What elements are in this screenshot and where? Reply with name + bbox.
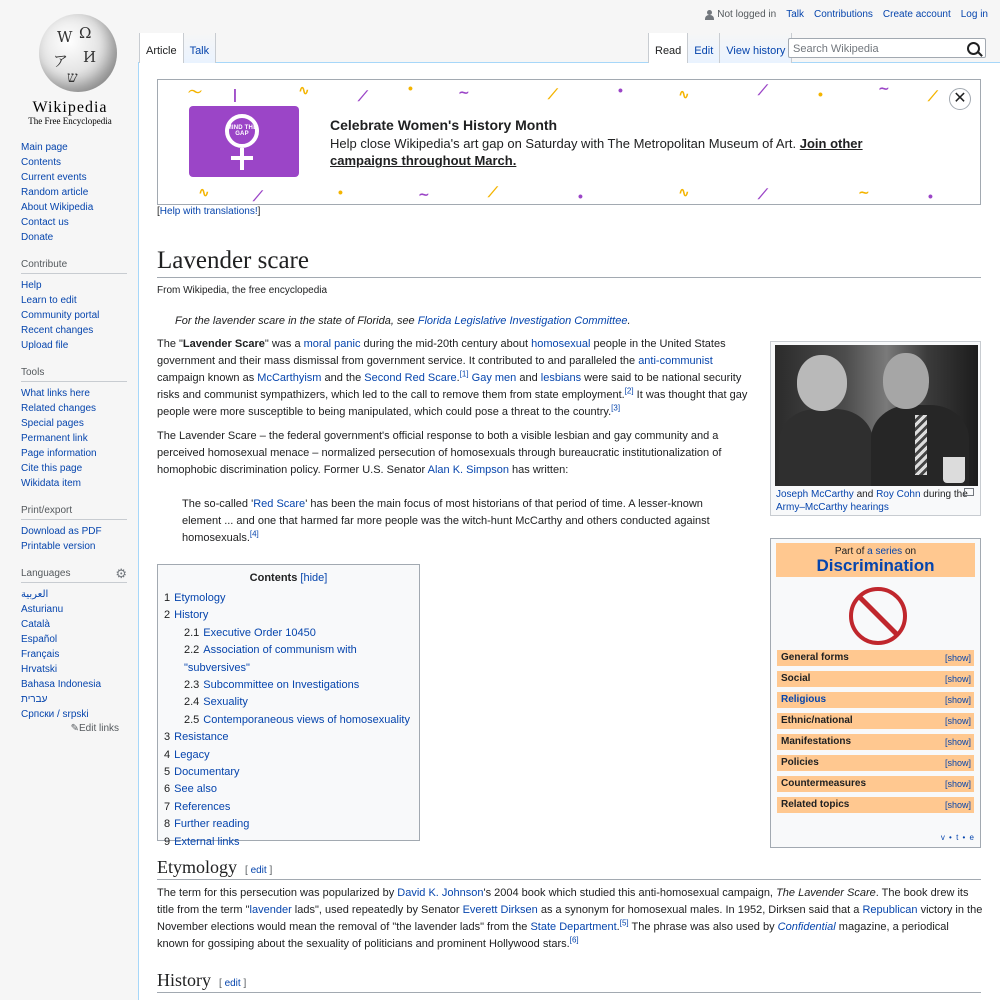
toc-item[interactable]: [158, 712, 419, 729]
toc-item-label: Executive Order 10450: [203, 626, 316, 639]
confetti-decoration: •: [578, 188, 583, 204]
edit-link[interactable]: edit: [250, 865, 267, 876]
view-tabs: [648, 33, 792, 63]
series-item-label: Ethnic/national: [781, 715, 853, 726]
series-item[interactable]: [777, 692, 974, 709]
series-item-show-toggle[interactable]: [show]: [944, 758, 971, 768]
series-item[interactable]: [777, 797, 974, 814]
mind-the-gap-logo[interactable]: [189, 106, 299, 177]
toc-item-label: Documentary: [174, 766, 240, 779]
sidebar-language-item-label: Српски / srpski: [21, 709, 89, 720]
sidebar-print: [21, 505, 138, 554]
toc-item[interactable]: [158, 747, 419, 764]
sidebar-contribute-item-label: Learn to edit: [21, 295, 77, 306]
confetti-decoration: ∿: [678, 86, 690, 102]
sidebar-contribute-item[interactable]: [21, 278, 138, 293]
confetti-decoration: •: [338, 184, 343, 200]
sidebar-tools-item-label: Related changes: [21, 403, 97, 414]
link-moral-panic[interactable]: moral panic: [303, 338, 361, 350]
toc-item-label: See also: [174, 783, 217, 796]
confetti-decoration: ∿: [678, 184, 690, 200]
link-army-mccarthy-hearings[interactable]: Army–McCarthy hearings: [776, 502, 889, 513]
sidebar-language-item-label: Español: [21, 634, 58, 645]
link-republican[interactable]: Republican: [862, 904, 918, 916]
series-item-label: Countermeasures: [781, 778, 867, 789]
reference-6[interactable]: [6]: [569, 935, 579, 945]
toc-item[interactable]: [158, 590, 419, 607]
blockquote: The so-called 'Red Scare' has been the main focus of most historians of that period of time. A lesser-known element ... and one that harmed far more people was the witch-hunt McCarthy and others conducted against homosexuals.[4]: [182, 498, 710, 544]
sidebar-language-item-label: Français: [21, 649, 60, 660]
intro-paragraph: The "Lavender Scare" was a moral panic during the mid-20th century about homosexual people in the United States government and their mass dismissal from government service. It contributed to and paralleled the anti-communist campaign known as McCarthyism and the Second Red Scare.[1] Gay men and lesbians were said to be national security risks and communist sympathizers, which led to the call to remove them from state employment.[2] It was thought that gay people were more susceptible to being manipulated, which could pose a threat to the country.[3]: [157, 338, 748, 418]
confetti-decoration: ∼: [878, 80, 890, 96]
sidebar-language-item[interactable]: [21, 647, 138, 662]
sidebar-language-item[interactable]: [21, 602, 138, 617]
series-item-label: Religious: [781, 694, 827, 705]
sidebar-tools-item[interactable]: [21, 416, 138, 431]
banner-text: Help close Wikipedia's art gap on Saturday with The Metropolitan Museum of Art. Join other campaigns throughout March.: [330, 136, 863, 168]
toc-item-number: 2.4: [184, 696, 200, 709]
link-roy-cohn[interactable]: Roy Cohn: [876, 489, 921, 500]
series-item[interactable]: [777, 776, 974, 793]
sidebar-language-item-label: Asturianu: [21, 604, 64, 615]
sidebar-tools-item-label: Cite this page: [21, 463, 83, 474]
languages-heading: Languages ⚙: [21, 566, 127, 581]
sidebar-language-item[interactable]: [21, 587, 138, 602]
series-item-show-toggle[interactable]: [show]: [944, 695, 971, 705]
print-heading: Print/export: [21, 505, 127, 520]
sidebar-nav-item[interactable]: [21, 185, 138, 200]
toc-title: Contents [hide]: [249, 572, 328, 584]
series-header: Part of a series on Discrimination: [776, 543, 975, 577]
confetti-decoration: ∼: [858, 184, 870, 200]
hatnote-link[interactable]: Florida Legislative Investigation Committee: [417, 315, 628, 327]
confetti-decoration: ∼: [458, 84, 470, 100]
sidebar-contribute-item-label: Recent changes: [21, 325, 94, 336]
sidebar-tools-item[interactable]: [21, 476, 138, 491]
series-item[interactable]: [777, 734, 974, 751]
toc-item-label: Contemporaneous views of homosexuality: [203, 713, 410, 726]
series-item-show-toggle[interactable]: [show]: [944, 737, 971, 747]
site-subtitle: From Wikipedia, the free encyclopedia: [157, 285, 328, 296]
toc-item[interactable]: [158, 694, 419, 711]
sidebar-nav-item-label: Contact us: [21, 217, 69, 228]
series-item[interactable]: [777, 755, 974, 772]
tab-talk[interactable]: Talk: [184, 33, 217, 63]
sidebar-contribute-item-label: Community portal: [21, 310, 100, 321]
sidebar-nav-item-label: Contents: [21, 157, 62, 168]
sidebar-tools-item[interactable]: [21, 446, 138, 461]
reference-4[interactable]: [4]: [249, 529, 259, 539]
link-mccarthyism[interactable]: McCarthyism: [257, 372, 322, 384]
discrimination-series-box: [770, 538, 981, 848]
contributions-link[interactable]: Contributions: [814, 9, 873, 20]
sidebar-nav-item[interactable]: [21, 155, 138, 170]
reference-1[interactable]: [1]: [459, 369, 469, 379]
link-gay-men[interactable]: Gay men: [471, 372, 517, 384]
toc-item-label: Association of communism with "subversives": [184, 644, 357, 674]
not-logged-in: Not logged in: [705, 9, 776, 20]
toc-item[interactable]: [158, 625, 419, 642]
link-second-red-scare[interactable]: Second Red Scare: [364, 372, 457, 384]
toc-item[interactable]: [158, 781, 419, 798]
series-item-show-toggle[interactable]: [show]: [944, 800, 971, 810]
help-translations-link[interactable]: Help with translations!: [159, 206, 258, 217]
confetti-decoration: •: [928, 188, 933, 204]
sidebar-contribute-item-label: Help: [21, 280, 42, 291]
edit-links[interactable]: ✎Edit links: [70, 723, 119, 734]
page-title: Lavender scare: [157, 247, 981, 278]
close-icon[interactable]: ✕: [949, 88, 971, 110]
series-item[interactable]: [777, 650, 974, 667]
sidebar-tools-item[interactable]: [21, 461, 138, 476]
link-red-scare[interactable]: Red Scare: [253, 498, 306, 510]
sidebar-language-item-label: Hrvatski: [21, 664, 58, 675]
toc-item[interactable]: [158, 642, 419, 677]
series-item-show-toggle[interactable]: [show]: [944, 779, 971, 789]
section-heading-history: History [ edit ]: [157, 970, 981, 993]
toc-item[interactable]: [158, 816, 419, 833]
sidebar-language-item-label: Bahasa Indonesia: [21, 679, 102, 690]
sidebar-nav-item-label: Main page: [21, 142, 68, 153]
confetti-decoration: ⟋: [548, 86, 558, 102]
toc-hide-toggle[interactable]: [hide]: [300, 572, 328, 584]
sidebar-contribute-item-label: Upload file: [21, 340, 69, 351]
series-item[interactable]: [777, 671, 974, 688]
sidebar-nav-item[interactable]: [21, 215, 138, 230]
toc-item-number: 1: [164, 592, 171, 604]
sidebar-language-item[interactable]: [21, 707, 138, 722]
sidebar-tools-item-label: Permanent link: [21, 433, 88, 444]
series-item[interactable]: [777, 713, 974, 730]
sidebar-contribute-item[interactable]: [21, 323, 138, 338]
second-paragraph: The Lavender Scare – the federal government's official response to both a visible lesbian and gay community and a perceived homosexual menace – normalized persecution of homosexuals through bureaucratic institutionalization of homophobic discrimination policy. Former U.S. Senator Alan K. Simpson has written:: [157, 430, 722, 476]
sidebar-nav-item-label: Current events: [21, 172, 87, 183]
sidebar-tools-item-label: Wikidata item: [21, 478, 82, 489]
series-item-show-toggle[interactable]: [show]: [944, 674, 971, 684]
toc-item-label: Legacy: [174, 748, 210, 761]
namespace-tabs: [139, 33, 216, 63]
sidebar-contribute-item[interactable]: [21, 308, 138, 323]
toc-item-label: References: [174, 800, 231, 813]
series-item-label: Manifestations: [781, 736, 852, 747]
link-lesbians[interactable]: lesbians: [540, 372, 582, 384]
image-caption: Joseph McCarthy and Roy Cohn during the Army–McCarthy hearings: [776, 489, 968, 513]
reference-3[interactable]: [3]: [611, 403, 621, 413]
toc-item-number: 2.1: [184, 626, 200, 639]
sidebar-navigation: [21, 140, 138, 245]
link-state-department[interactable]: State Department: [530, 921, 617, 933]
table-of-contents: [157, 564, 420, 848]
confetti-decoration: ⟋: [253, 188, 263, 204]
help-translations: [Help with translations!]: [157, 206, 261, 217]
section-heading-etymology: Etymology [ edit ]: [157, 857, 981, 880]
sidebar-nav-item-label: Donate: [21, 232, 54, 243]
confetti-decoration: ⟋: [928, 88, 938, 104]
series-item-label: Related topics: [781, 799, 850, 810]
sidebar-language-item[interactable]: [21, 677, 138, 692]
sidebar-language-item[interactable]: [21, 692, 138, 707]
sidebar-tools-item[interactable]: [21, 401, 138, 416]
tab-article[interactable]: Article: [139, 33, 184, 63]
etymology-paragraph: The term for this persecution was popularized by David K. Johnson's 2004 book which studied this anti-homosexual campaign, The Lavender Scare. The book drew its title from the term "lavender lads", used repeatedly by Senator Everett Dirksen as a synonym for homosexual males. In 1952, Dirksen said that a Republican victory in the November elections would mean the removal of "the lavender lads" from the State Department.[5] The phrase was also used by Confidential magazine, a periodical known for gossiping about the sexuality of politicians and prominent Hollywood stars.[6]: [157, 887, 983, 950]
gear-icon[interactable]: ⚙: [115, 566, 127, 581]
series-item-label: General forms: [781, 652, 849, 663]
sidebar-nav-item[interactable]: [21, 200, 138, 215]
sidebar: [0, 140, 138, 748]
tab-view-history[interactable]: View history: [720, 33, 792, 63]
link-a-series[interactable]: a series: [867, 546, 903, 557]
search-icon[interactable]: [967, 42, 980, 55]
toc-item-number: 2.3: [184, 679, 200, 692]
sidebar-print-item-label: Download as PDF: [21, 526, 102, 537]
toc-item-label: Etymology: [174, 592, 226, 604]
toc-item-label: Resistance: [174, 731, 229, 744]
sidebar-language-item-label: العربية: [21, 589, 49, 600]
confetti-decoration: 〜: [188, 84, 202, 100]
user-icon: [705, 10, 714, 20]
banner-logo-text: MIND THE GAP: [226, 125, 258, 137]
reference-2[interactable]: [2]: [624, 386, 634, 396]
toc-item-label: External links: [174, 835, 240, 848]
confetti-decoration: |: [233, 86, 237, 102]
link-lavender[interactable]: lavender: [249, 904, 292, 916]
toc-item-number: 6: [164, 783, 171, 796]
toc-item-label: Subcommittee on Investigations: [203, 679, 360, 692]
series-title[interactable]: Discrimination: [816, 556, 935, 575]
confetti-decoration: ⟋: [488, 184, 498, 200]
sidebar-tools-item[interactable]: [21, 431, 138, 446]
venus-bar: [231, 156, 253, 160]
puzzle-globe-icon: W Ω ア И ש: [39, 14, 117, 92]
enlarge-icon[interactable]: [964, 488, 974, 496]
talk-link[interactable]: Talk: [786, 9, 804, 20]
sidebar-tools-item[interactable]: [21, 386, 138, 401]
sidebar-languages: [21, 568, 138, 734]
banner-title: Celebrate Women's History Month: [330, 117, 558, 133]
toc-item-label: Sexuality: [203, 696, 248, 709]
sidebar-nav-item[interactable]: [21, 230, 138, 245]
confetti-decoration: •: [618, 82, 623, 98]
confetti-decoration: •: [408, 80, 413, 96]
image-thumbnail: [770, 341, 981, 516]
toc-item[interactable]: [158, 607, 419, 624]
link-joseph-mccarthy[interactable]: Joseph McCarthy: [776, 489, 854, 500]
link-confidential[interactable]: Confidential: [777, 921, 836, 933]
confetti-decoration: ⟋: [358, 88, 368, 104]
toc-item-number: 2: [164, 609, 171, 622]
pencil-icon: ✎: [70, 723, 79, 734]
toc-item[interactable]: [158, 677, 419, 694]
edit-section-history: [ edit ]: [219, 978, 247, 989]
personal-tools: [705, 9, 988, 20]
edit-link[interactable]: edit: [224, 978, 241, 989]
toc-item[interactable]: [158, 729, 419, 746]
link-homosexual[interactable]: homosexual: [531, 338, 591, 350]
tab-read[interactable]: Read: [648, 33, 688, 63]
sidebar-tools-item-label: What links here: [21, 388, 90, 399]
sidebar-print-item[interactable]: [21, 539, 138, 554]
toc-item-label: History: [174, 609, 209, 622]
series-item-show-toggle[interactable]: [show]: [944, 716, 971, 726]
sidebar-language-item-label: עברית: [21, 694, 48, 705]
toc-item-number: 2.5: [184, 713, 200, 726]
search-input[interactable]: [789, 40, 963, 58]
sidebar-print-item-label: Printable version: [21, 541, 96, 552]
sidebar-nav-item-label: About Wikipedia: [21, 202, 94, 213]
sidebar-contribute-item[interactable]: [21, 338, 138, 353]
mccarthy-cohn-photo[interactable]: [775, 345, 978, 486]
confetti-decoration: ⟋: [758, 82, 768, 98]
link-alan-simpson[interactable]: Alan K. Simpson: [427, 464, 509, 476]
logo-wordmark: Wikipedia: [32, 99, 108, 116]
toc-item-number: 3: [164, 731, 171, 744]
create-account-link[interactable]: Create account: [882, 9, 951, 20]
confetti-decoration: •: [818, 86, 823, 102]
campaign-banner: [157, 79, 981, 205]
wikipedia-logo[interactable]: [10, 8, 128, 126]
confetti-decoration: ∿: [198, 184, 210, 200]
series-item-label: Policies: [781, 757, 819, 768]
tools-heading: Tools: [21, 367, 127, 382]
confetti-decoration: ⟋: [758, 186, 768, 202]
sidebar-contribute-item[interactable]: [21, 293, 138, 308]
link-everett-dirksen[interactable]: Everett Dirksen: [462, 904, 538, 916]
search-box: [788, 38, 986, 58]
prohibition-icon: [849, 587, 907, 645]
edit-section-etymology: [ edit ]: [245, 865, 273, 876]
sidebar-print-item[interactable]: [21, 524, 138, 539]
reference-5[interactable]: [5]: [619, 918, 629, 928]
toc-item-label: Further reading: [174, 818, 250, 831]
toc-item-number: 2.2: [184, 644, 200, 657]
toc-item-number: 7: [164, 800, 171, 813]
toc-item-number: 4: [164, 748, 171, 761]
sidebar-language-item-label: Català: [21, 619, 50, 630]
toc-item-number: 5: [164, 766, 171, 779]
toc-item[interactable]: [158, 799, 419, 816]
sidebar-nav-item-label: Random article: [21, 187, 89, 198]
sidebar-language-item[interactable]: [21, 632, 138, 647]
toc-item[interactable]: [158, 834, 419, 851]
banner-campaigns-link[interactable]: Join other campaigns throughout March.: [330, 136, 863, 168]
logo-tagline: The Free Encyclopedia: [28, 116, 112, 126]
sidebar-language-item[interactable]: [21, 662, 138, 677]
sidebar-nav-item[interactable]: [21, 170, 138, 185]
link-anti-communist[interactable]: anti-communist: [638, 355, 713, 367]
confetti-decoration: ∿: [298, 82, 310, 98]
sidebar-tools-item-label: Special pages: [21, 418, 84, 429]
login-link[interactable]: Log in: [960, 9, 988, 20]
sidebar-nav-item[interactable]: [21, 140, 138, 155]
vte-links[interactable]: v • t • e: [940, 833, 975, 842]
tab-edit[interactable]: Edit: [688, 33, 720, 63]
toc-item[interactable]: [158, 764, 419, 781]
series-item-label: Social: [781, 673, 811, 684]
toc-item-number: 8: [164, 818, 171, 831]
sidebar-language-item[interactable]: [21, 617, 138, 632]
series-item-show-toggle[interactable]: [show]: [944, 653, 971, 663]
link-david-johnson[interactable]: David K. Johnson: [397, 887, 484, 899]
toc-item-number: 9: [164, 835, 171, 848]
sidebar-tools-item-label: Page information: [21, 448, 97, 459]
confetti-decoration: ∼: [418, 186, 430, 202]
contribute-heading: Contribute: [21, 259, 127, 274]
hatnote: For the lavender scare in the state of Florida, see Florida Legislative Investigation Committee.: [175, 315, 631, 327]
sidebar-tools: [21, 367, 138, 491]
sidebar-contribute: [21, 259, 138, 353]
